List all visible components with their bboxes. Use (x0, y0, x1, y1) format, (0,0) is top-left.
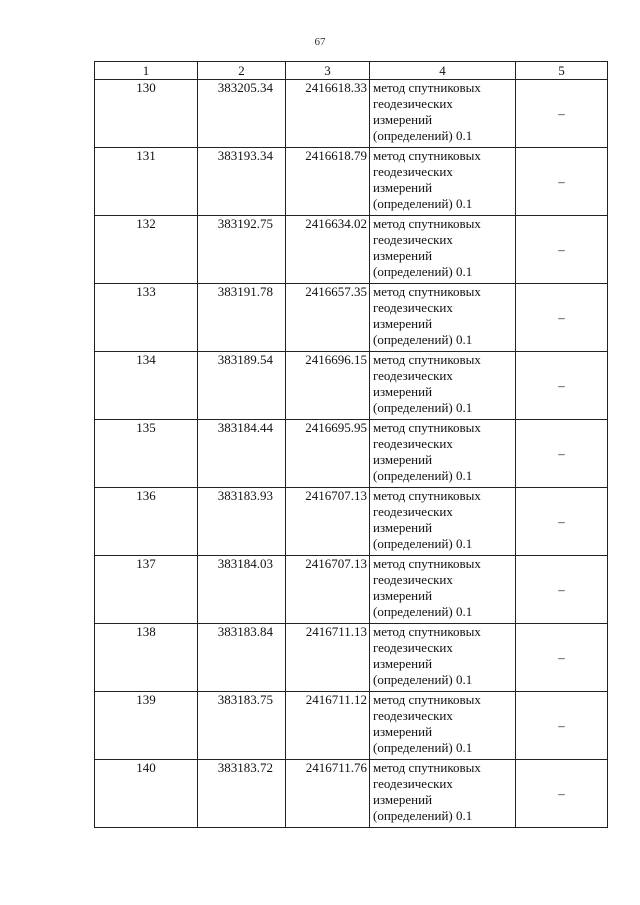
y-coordinate-cell-text: 2416618.33 (305, 80, 367, 95)
y-coordinate-cell (286, 80, 370, 148)
method-cell-text: метод спутниковых геодезических измерений (определений) 0.1 (373, 624, 481, 687)
method-cell (370, 352, 516, 420)
note-cell-text: – (558, 581, 565, 597)
method-cell (370, 556, 516, 624)
x-coordinate-cell (198, 80, 286, 148)
point-number-cell (95, 760, 198, 828)
point-number-cell (95, 284, 198, 352)
table-row (95, 216, 608, 284)
y-coordinate-cell-text: 2416711.76 (305, 760, 367, 775)
x-coordinate-cell-text: 383191.78 (217, 284, 273, 299)
page-number: 67 (314, 36, 326, 48)
method-cell (370, 624, 516, 692)
note-cell-text: – (558, 241, 565, 257)
method-cell-text: метод спутниковых геодезических измерений (определений) 0.1 (373, 284, 481, 347)
x-coordinate-cell (198, 148, 286, 216)
point-number-cell-text: 138 (136, 624, 156, 639)
y-coordinate-cell (286, 624, 370, 692)
note-cell (516, 692, 608, 760)
y-coordinate-cell-text: 2416657.35 (305, 284, 367, 299)
y-coordinate-cell (286, 692, 370, 760)
header-col-5: 5 (516, 62, 608, 80)
point-number-cell-text: 132 (136, 216, 156, 231)
point-number-cell-text: 139 (136, 692, 156, 707)
header-col-3: 3 (286, 62, 370, 80)
method-cell-text: метод спутниковых геодезических измерений (определений) 0.1 (373, 488, 481, 551)
table-row (95, 624, 608, 692)
table-body (95, 80, 608, 828)
table-row (95, 80, 608, 148)
table-row (95, 420, 608, 488)
note-cell (516, 148, 608, 216)
note-cell (516, 488, 608, 556)
method-cell-text: метод спутниковых геодезических измерений (определений) 0.1 (373, 420, 481, 483)
note-cell (516, 556, 608, 624)
table-row (95, 692, 608, 760)
point-number-cell (95, 556, 198, 624)
note-cell-text: – (558, 173, 565, 189)
point-number-cell (95, 488, 198, 556)
x-coordinate-cell (198, 488, 286, 556)
header-col-1: 1 (95, 62, 198, 80)
method-cell (370, 760, 516, 828)
table-row (95, 284, 608, 352)
table-row (95, 352, 608, 420)
method-cell-text: метод спутниковых геодезических измерений (определений) 0.1 (373, 80, 481, 143)
method-cell-text: метод спутниковых геодезических измерений (определений) 0.1 (373, 760, 481, 823)
header-col-4: 4 (370, 62, 516, 80)
x-coordinate-cell (198, 352, 286, 420)
point-number-cell-text: 131 (136, 148, 156, 163)
note-cell (516, 284, 608, 352)
x-coordinate-cell (198, 216, 286, 284)
point-number-cell (95, 692, 198, 760)
y-coordinate-cell (286, 760, 370, 828)
x-coordinate-cell-text: 383184.44 (217, 420, 273, 435)
method-cell (370, 692, 516, 760)
y-coordinate-cell-text: 2416707.13 (305, 488, 367, 503)
point-number-cell-text: 137 (136, 556, 156, 571)
note-cell (516, 80, 608, 148)
y-coordinate-cell (286, 148, 370, 216)
x-coordinate-cell (198, 624, 286, 692)
note-cell-text: – (558, 377, 565, 393)
x-coordinate-cell-text: 383183.93 (217, 488, 273, 503)
x-coordinate-cell (198, 760, 286, 828)
method-cell (370, 420, 516, 488)
coordinates-table (94, 61, 608, 828)
y-coordinate-cell-text: 2416707.13 (305, 556, 367, 571)
note-cell-text: – (558, 513, 565, 529)
x-coordinate-cell-text: 383183.84 (217, 624, 273, 639)
x-coordinate-cell (198, 556, 286, 624)
y-coordinate-cell (286, 488, 370, 556)
note-cell (516, 624, 608, 692)
table-row (95, 556, 608, 624)
point-number-cell (95, 148, 198, 216)
method-cell (370, 488, 516, 556)
method-cell-text: метод спутниковых геодезических измерений (определений) 0.1 (373, 148, 481, 211)
y-coordinate-cell-text: 2416695.95 (305, 420, 367, 435)
y-coordinate-cell (286, 284, 370, 352)
note-cell (516, 216, 608, 284)
note-cell (516, 352, 608, 420)
note-cell (516, 760, 608, 828)
point-number-cell-text: 130 (136, 80, 156, 95)
point-number-cell-text: 134 (136, 352, 156, 367)
y-coordinate-cell-text: 2416711.12 (305, 692, 367, 707)
header-row (95, 62, 608, 80)
x-coordinate-cell (198, 692, 286, 760)
table-row (95, 760, 608, 828)
note-cell-text: – (558, 649, 565, 665)
method-cell-text: метод спутниковых геодезических измерений (определений) 0.1 (373, 352, 481, 415)
x-coordinate-cell-text: 383193.34 (217, 148, 273, 163)
method-cell (370, 148, 516, 216)
x-coordinate-cell-text: 383184.03 (217, 556, 273, 571)
point-number-cell-text: 133 (136, 284, 156, 299)
x-coordinate-cell-text: 383189.54 (217, 352, 273, 367)
method-cell-text: метод спутниковых геодезических измерений (определений) 0.1 (373, 556, 481, 619)
y-coordinate-cell-text: 2416696.15 (305, 352, 367, 367)
point-number-cell (95, 216, 198, 284)
method-cell-text: метод спутниковых геодезических измерений (определений) 0.1 (373, 216, 481, 279)
point-number-cell (95, 80, 198, 148)
y-coordinate-cell (286, 420, 370, 488)
y-coordinate-cell-text: 2416634.02 (305, 216, 367, 231)
x-coordinate-cell-text: 383205.34 (217, 80, 273, 95)
y-coordinate-cell (286, 352, 370, 420)
method-cell (370, 284, 516, 352)
note-cell-text: – (558, 105, 565, 121)
point-number-cell (95, 624, 198, 692)
note-cell-text: – (558, 785, 565, 801)
point-number-cell (95, 352, 198, 420)
method-cell-text: метод спутниковых геодезических измерений (определений) 0.1 (373, 692, 481, 755)
x-coordinate-cell-text: 383183.75 (217, 692, 273, 707)
table-row (95, 148, 608, 216)
y-coordinate-cell (286, 556, 370, 624)
x-coordinate-cell (198, 284, 286, 352)
x-coordinate-cell-text: 383192.75 (217, 216, 273, 231)
method-cell (370, 80, 516, 148)
point-number-cell-text: 136 (136, 488, 156, 503)
method-cell (370, 216, 516, 284)
note-cell-text: – (558, 717, 565, 733)
table-row (95, 488, 608, 556)
point-number-cell-text: 135 (136, 420, 156, 435)
point-number-cell-text: 140 (136, 760, 156, 775)
note-cell-text: – (558, 309, 565, 325)
point-number-cell (95, 420, 198, 488)
y-coordinate-cell-text: 2416618.79 (305, 148, 367, 163)
note-cell (516, 420, 608, 488)
x-coordinate-cell (198, 420, 286, 488)
header-col-2: 2 (198, 62, 286, 80)
y-coordinate-cell (286, 216, 370, 284)
y-coordinate-cell-text: 2416711.13 (305, 624, 367, 639)
note-cell-text: – (558, 445, 565, 461)
table-header (95, 62, 608, 80)
x-coordinate-cell-text: 383183.72 (217, 760, 273, 775)
